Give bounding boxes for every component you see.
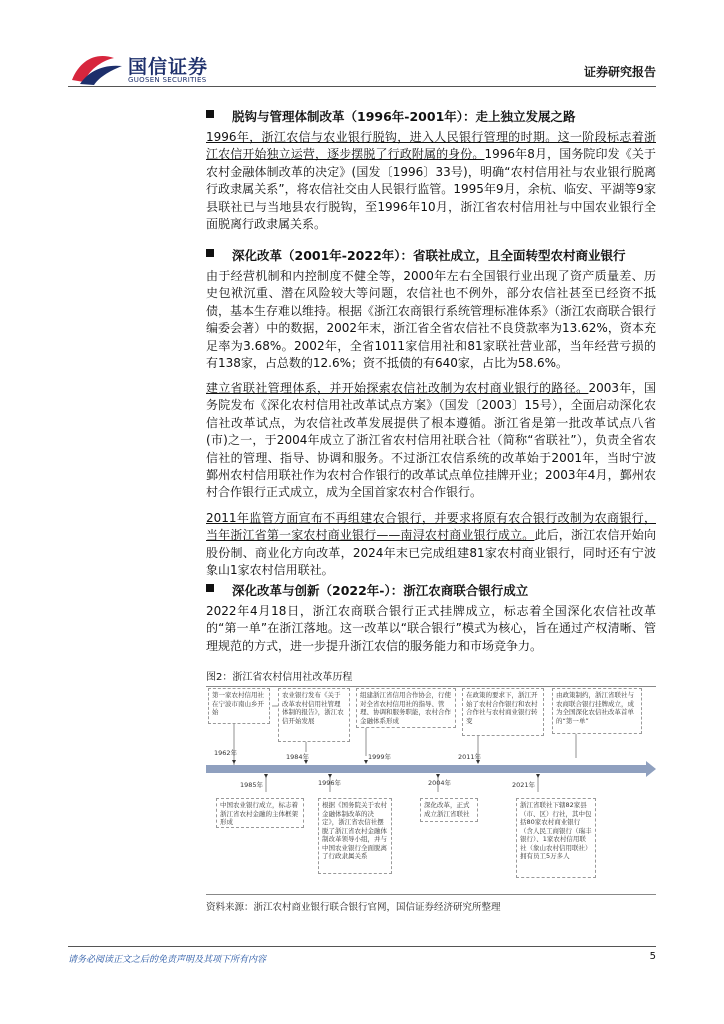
paragraph-3 — [206, 380, 656, 502]
timeline-box-2011: 在政策的要求下，浙江开始了农村合作银行和农村合作社与农村商业银行转变 — [462, 688, 544, 736]
section-heading-2: 深化改革（2001年-2022年）：省联社成立，且全面转型农村商业银行 — [206, 246, 626, 264]
paragraph-4-body: 此后，浙江农信开始向股份制、商业化方向改革，2024年末已完成组建81家农村商业银行，同时还有宁波象山1家农村信用联社。 — [206, 528, 656, 578]
timeline-box-1985: 中国农业银行成立，标志着浙江省农村金融的主体框架形成 — [216, 798, 304, 828]
footer-divider — [68, 946, 656, 947]
year-label-2004: 2004年 — [428, 779, 452, 787]
figure-source: 资料来源：浙江农村商业银行联合银行官网，国信证券经济研究所整理 — [206, 894, 656, 913]
timeline-box-1984: 农业银行发布《关于改革农村信用社管理体制的报告》，浙江农信开始发展 — [278, 688, 350, 742]
page-number: 5 — [649, 951, 656, 962]
guosen-logo-icon — [70, 50, 124, 86]
timeline-box-1996: 根据《国务院关于农村金融体制改革的决定》，浙江省农信社摆脱了浙江省农村金融体制改革领导小组，并与中国农业银行全面脱离了行政隶属关系 — [318, 798, 392, 874]
timeline-box-2004: 深化改革，正式成立浙江省联社 — [420, 798, 478, 822]
bullet-square-icon — [206, 249, 214, 257]
timeline-box-1999: 组建浙江省信用合作协会，行使对全省农村信用社的指导、管理、协调和服务职能，农村合作金融体系形成 — [356, 688, 456, 728]
paragraph-1 — [206, 129, 656, 233]
year-label-1962: 1962年 — [214, 749, 238, 757]
paragraph-5: 2022年4月18日，浙江农商联合银行正式挂牌成立，标志着全国深化农信社改革的“第一单”在浙江落地。这一改革以“联合银行”模式为核心，旨在通过产权清晰、管理规范的方式，进一步提升浙江农信的服务能力和市场竞争力。 — [206, 604, 656, 653]
year-label-2011: 2011年 — [458, 753, 482, 761]
logo-text-en: GUOSEN SECURITIES — [128, 76, 207, 84]
year-label-1996: 1996年 — [318, 779, 342, 787]
year-label-1985: 1985年 — [240, 781, 264, 789]
section-heading-3: 深化改革与创新（2022年-）：浙江农商联合银行成立 — [206, 581, 528, 599]
footer-disclaimer: 请务必阅读正文之后的免责声明及其项下所有内容 — [68, 955, 267, 965]
paragraph-4 — [206, 510, 656, 580]
paragraph-3-highlight: 建立省联社管理体系，并开始探索农信社改制为农村商业银行的路径。 — [206, 381, 589, 395]
timeline-box-2022: 由政策制约，浙江省联社与农商联合银行挂牌成立，成为全国深化农信社改革首单的“第一单” — [552, 688, 642, 734]
bullet-square-icon — [206, 110, 214, 118]
section-heading-1: 脱钩与管理体制改革（1996年-2001年）：走上独立发展之路 — [206, 107, 576, 125]
timeline-figure — [206, 686, 656, 882]
timeline-box-1962: 第一家农村信用社在宁波市南山乡开始 — [208, 688, 270, 724]
paragraph-3-body: 2003年，国务院发布《深化农村信用社改革试点方案》（国发〔2003〕15号），全面启动深化农信社改革试点，为农信社改革发展提供了根本遵循。浙江省是第一批改革试点八省(市)之一，于2004年成立了浙江省农村信用社联合社（简称“省联社”），负责全省农信社的管理、指导、协调和服务。不过浙江农信系统的改革始于2001年，当时宁波鄞州农村信用联社作为农村合作银行的改革试点单位挂牌开业；2003年4月，鄞州农村合作银行正式成立，成为全国首家农村合作银行。 — [206, 381, 656, 500]
bullet-square-icon — [206, 584, 214, 592]
logo-text-cn: 国信证券 — [128, 56, 209, 78]
year-label-1999: 1999年 — [368, 753, 392, 761]
year-label-2021: 2021年 — [512, 781, 536, 789]
paragraph-4-highlight: 2011年监管方面宣布不再组建农合银行，并要求将原有农合银行改制为农商银行，当年浙江省第一家农村商业银行——南浔农村商业银行成立。 — [206, 511, 656, 543]
header-divider — [68, 86, 656, 87]
timeline-box-2021: 浙江省联社下辖82家县（市、区）行社，其中包括80家农村商业银行（含人民工商银行（瑞丰银行）、1家农村信用联社（象山农村信用联社）拥有员工5万多人 — [516, 798, 596, 878]
paragraph-2: 由于经营机制和内控制度不健全等，2000年左右全国银行业出现了资产质量差、历史包袱沉重、潜在风险较大等问题，农信社也不例外，部分农信社甚至已经资不抵债，基本生存难以维持。根据《浙江农商银行系统管理标准体系》（浙江农商联合银行编委会著）中的数据，2002年末，浙江省全省农信社不良贷款率为13.62%，资本充足率为3.68%。2002年，全省1011家信用社和81家联社营业部，当年经营亏损的有138家，占总数的12.6%；资不抵债的有640家，占比为58.6%。 — [206, 269, 657, 371]
paragraph-1-highlight: 1996年，浙江农信与农业银行脱钩，进入人民银行管理的时期。这一阶段标志着浙江农信开始独立运营，逐步摆脱了行政附属的身份。 — [206, 130, 656, 162]
year-label-1984: 1984年 — [286, 753, 310, 761]
paragraph-1-body: 1996年8月，国务院印发《关于农村金融体制改革的决定》(国发〔1996〕33号)，明确“农村信用社与农业银行脱离行政隶属关系”，将农信社交由人民银行监管。1995年9月，余杭、临安、平湖等9家县联社已与当地县农行脱钩，至1996年10月，浙江省农村信用社与中国农业银行全面脱离行政隶属关系。 — [206, 147, 656, 232]
report-type-label: 证券研究报告 — [583, 65, 656, 79]
figure-title: 图2：浙江省农村信用社改革历程 — [206, 668, 656, 687]
